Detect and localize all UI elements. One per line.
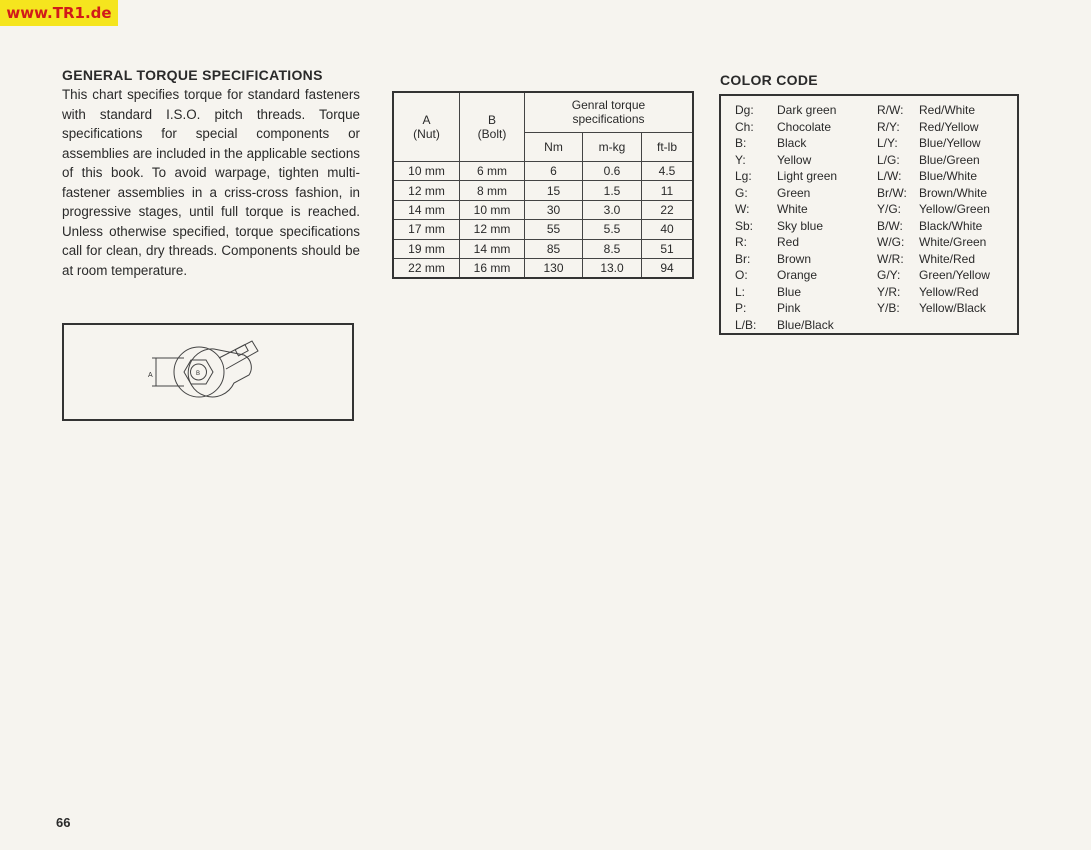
color-code-abbrev: Y/G:	[877, 202, 902, 216]
torque-group-header: Genral torque specifications	[525, 92, 694, 132]
color-code-abbrev: G:	[735, 185, 748, 200]
cell-bolt: 10 mm	[460, 200, 525, 219]
cell-nm: 30	[525, 200, 583, 219]
color-code-item	[735, 152, 837, 169]
color-code-name: Yellow/Green	[919, 202, 990, 216]
cell-nut: 22 mm	[393, 258, 460, 278]
color-code-abbrev: W/G:	[877, 235, 905, 249]
color-code-item	[877, 168, 990, 185]
color-code-abbrev: W:	[735, 202, 750, 216]
color-code-abbrev: L/B:	[735, 317, 757, 332]
table-row	[393, 258, 693, 278]
color-code-item	[877, 218, 990, 235]
color-code-name: Red/White	[919, 103, 976, 117]
color-code-name: Blue/White	[919, 169, 978, 183]
color-code-abbrev: B/W:	[877, 218, 903, 233]
color-code-name: Yellow	[777, 152, 812, 167]
cell-ftlb: 4.5	[642, 162, 694, 181]
color-code-name: White/Green	[919, 235, 987, 249]
cell-ftlb: 94	[642, 258, 694, 278]
color-code-name: White/Red	[919, 251, 976, 266]
cell-ftlb: 51	[642, 239, 694, 258]
color-code-name: Red	[777, 235, 800, 249]
cell-nm: 85	[525, 239, 583, 258]
color-code-abbrev: B:	[735, 136, 747, 150]
cell-ftlb: 40	[642, 220, 694, 239]
color-code-item	[735, 135, 837, 152]
color-code-item	[735, 201, 837, 218]
color-code-abbrev: W/R:	[877, 251, 904, 266]
color-code-name: Dark green	[777, 103, 837, 117]
color-code-item	[735, 102, 837, 119]
color-code-item	[735, 185, 837, 202]
color-code-item	[877, 152, 990, 169]
color-code-name: Blue/Yellow	[919, 136, 981, 150]
color-code-item	[735, 218, 837, 235]
color-code-name: Green/Yellow	[919, 268, 990, 282]
color-code-name: Brown	[777, 251, 812, 266]
cell-mkg: 8.5	[583, 239, 642, 258]
color-code-name: Black	[777, 136, 807, 150]
color-code-box	[719, 94, 1019, 335]
color-code-item	[877, 135, 990, 152]
cell-mkg: 3.0	[583, 200, 642, 219]
cell-ftlb: 22	[642, 200, 694, 219]
color-code-abbrev: L/G:	[877, 152, 900, 167]
color-code-abbrev: G/Y:	[877, 268, 901, 282]
col-b-header: B (Bolt)	[460, 92, 525, 162]
cell-mkg: 5.5	[583, 220, 642, 239]
color-code-name: White	[777, 202, 808, 216]
torque-table	[392, 91, 694, 279]
cell-nm: 130	[525, 258, 583, 278]
color-code-abbrev: L/Y:	[877, 136, 898, 150]
color-code-item	[877, 201, 990, 218]
color-code-item	[735, 234, 837, 251]
color-code-name: Black/White	[919, 218, 983, 233]
unit-ftlb-header: ft-lb	[642, 132, 694, 161]
color-code-item	[735, 317, 837, 334]
color-code-right-column	[877, 102, 990, 317]
color-code-abbrev: O:	[735, 268, 748, 282]
color-code-abbrev: Br/W:	[877, 185, 907, 200]
cell-bolt: 6 mm	[460, 162, 525, 181]
color-code-item	[877, 102, 990, 119]
color-code-title: COLOR CODE	[720, 72, 818, 88]
color-code-name: Blue	[777, 284, 802, 299]
cell-mkg: 13.0	[583, 258, 642, 278]
color-code-item	[877, 234, 990, 251]
color-code-abbrev: R/W:	[877, 103, 904, 117]
color-code-abbrev: Y/R:	[877, 284, 901, 299]
dimension-a-label: A	[148, 372, 153, 379]
color-code-left-column	[735, 102, 837, 333]
cell-bolt: 14 mm	[460, 239, 525, 258]
color-code-name: Green	[777, 185, 811, 200]
color-code-item	[735, 267, 837, 284]
cell-bolt: 16 mm	[460, 258, 525, 278]
color-code-abbrev: P:	[735, 301, 747, 315]
cell-ftlb: 11	[642, 181, 694, 200]
color-code-name: Orange	[777, 268, 818, 282]
color-code-item	[735, 168, 837, 185]
color-code-abbrev: R:	[735, 235, 747, 249]
color-code-item	[735, 284, 837, 301]
wrench-diagram	[62, 323, 354, 421]
color-code-item	[735, 119, 837, 136]
page-number: 66	[56, 815, 71, 830]
color-code-abbrev: Y/B:	[877, 301, 900, 315]
cell-mkg: 1.5	[583, 181, 642, 200]
color-code-name: Pink	[777, 301, 801, 315]
cell-mkg: 0.6	[583, 162, 642, 181]
table-row	[393, 181, 693, 200]
dimension-b-label: B	[196, 371, 201, 377]
color-code-item	[877, 284, 990, 301]
cell-bolt: 12 mm	[460, 220, 525, 239]
torque-description: This chart specifies torque for standard fasteners with standard I.S.O. pitch threads. Torque specifications for special components or assemblies are included in the applicable sections of this book. To avoid warpage, tighten multi-fastener assemblies in a criss-cross fashion, in progressive stages, until full torque is reached. Unless otherwise specified, torque specifications call for clean, dry threads. Components should be at room temperature.	[62, 87, 360, 278]
cell-nm: 6	[525, 162, 583, 181]
color-code-item	[877, 300, 990, 317]
color-code-name: Yellow/Red	[919, 284, 979, 299]
color-code-item	[877, 267, 990, 284]
color-code-name: Sky blue	[777, 218, 824, 233]
cell-nut: 12 mm	[393, 181, 460, 200]
watermark-link[interactable]: www.TR1.de	[0, 0, 118, 26]
cell-nm: 15	[525, 181, 583, 200]
color-code-abbrev: L:	[735, 284, 746, 299]
cell-nm: 55	[525, 220, 583, 239]
color-code-abbrev: Br:	[735, 251, 751, 266]
color-code-abbrev: Sb:	[735, 218, 754, 233]
color-code-item	[735, 251, 837, 268]
color-code-abbrev: L/W:	[877, 169, 902, 183]
torque-section-title: GENERAL TORQUE SPECIFICATIONS	[62, 67, 323, 83]
table-row	[393, 239, 693, 258]
color-code-abbrev: Lg:	[735, 169, 752, 183]
table-row	[393, 162, 693, 181]
color-code-abbrev: R/Y:	[877, 119, 900, 134]
color-code-item	[877, 119, 990, 136]
cell-nut: 17 mm	[393, 220, 460, 239]
table-row	[393, 200, 693, 219]
color-code-name: Yellow/Black	[919, 301, 986, 315]
color-code-name: Chocolate	[777, 119, 832, 134]
color-code-abbrev: Ch:	[735, 119, 754, 134]
cell-nut: 19 mm	[393, 239, 460, 258]
unit-mkg-header: m-kg	[583, 132, 642, 161]
cell-nut: 10 mm	[393, 162, 460, 181]
color-code-item	[877, 251, 990, 268]
color-code-name: Light green	[777, 169, 838, 183]
color-code-abbrev: Y:	[735, 152, 746, 167]
cell-bolt: 8 mm	[460, 181, 525, 200]
cell-nut: 14 mm	[393, 200, 460, 219]
wrench-nut-icon	[64, 325, 354, 421]
color-code-item	[877, 185, 990, 202]
color-code-name: Red/Yellow	[919, 119, 979, 134]
color-code-name: Blue/Green	[919, 152, 980, 167]
color-code-item	[735, 300, 837, 317]
color-code-name: Blue/Black	[777, 317, 834, 332]
table-row	[393, 220, 693, 239]
unit-nm-header: Nm	[525, 132, 583, 161]
col-a-header: A (Nut)	[393, 92, 460, 162]
color-code-abbrev: Dg:	[735, 103, 754, 117]
color-code-name: Brown/White	[919, 185, 988, 200]
